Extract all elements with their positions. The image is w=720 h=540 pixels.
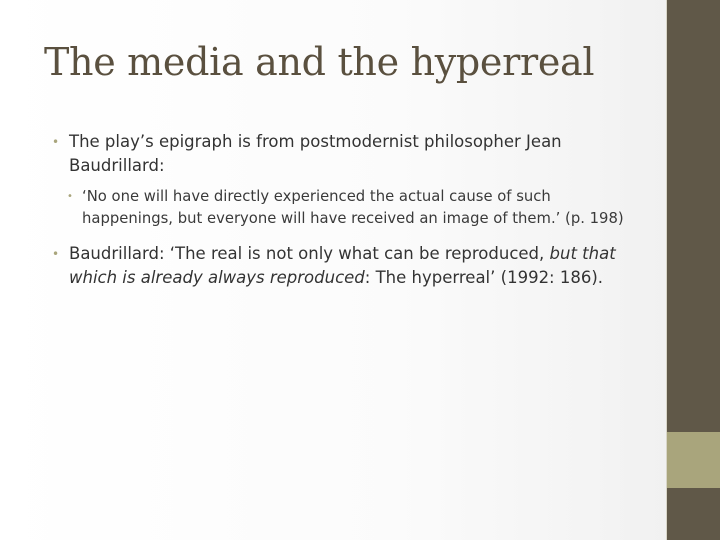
sub-bullet-item	[67, 186, 642, 230]
sub-bullet-text: ‘No one will have directly experienced the actual cause of such happenings, but everyone will have received an image of them.’ (p. 198)	[82, 188, 624, 227]
slide-title: The media and the hyperreal	[44, 40, 595, 84]
bullet-text-part: Baudrillard: ‘The real is not only what can be reproduced,	[69, 244, 550, 263]
bullet-text: The play’s epigraph is from postmodernist philosopher Jean Baudrillard:	[69, 132, 562, 175]
sidebar-dark-band-top	[667, 0, 720, 432]
bullet-marker: •	[52, 135, 60, 149]
bullet-marker: •	[52, 247, 60, 261]
bullet-item	[52, 130, 642, 178]
bullet-text-emphasis: but that which is already always reproduced	[69, 244, 616, 287]
sidebar-dark-band-bottom	[667, 488, 720, 540]
sidebar-accent-band	[667, 432, 720, 488]
decorative-sidebar	[666, 0, 720, 540]
slide-body	[52, 130, 642, 298]
bullet-text-part: : The hyperreal’ (1992: 186).	[364, 268, 604, 287]
bullet-marker: •	[67, 191, 73, 202]
bullet-item	[52, 242, 642, 290]
